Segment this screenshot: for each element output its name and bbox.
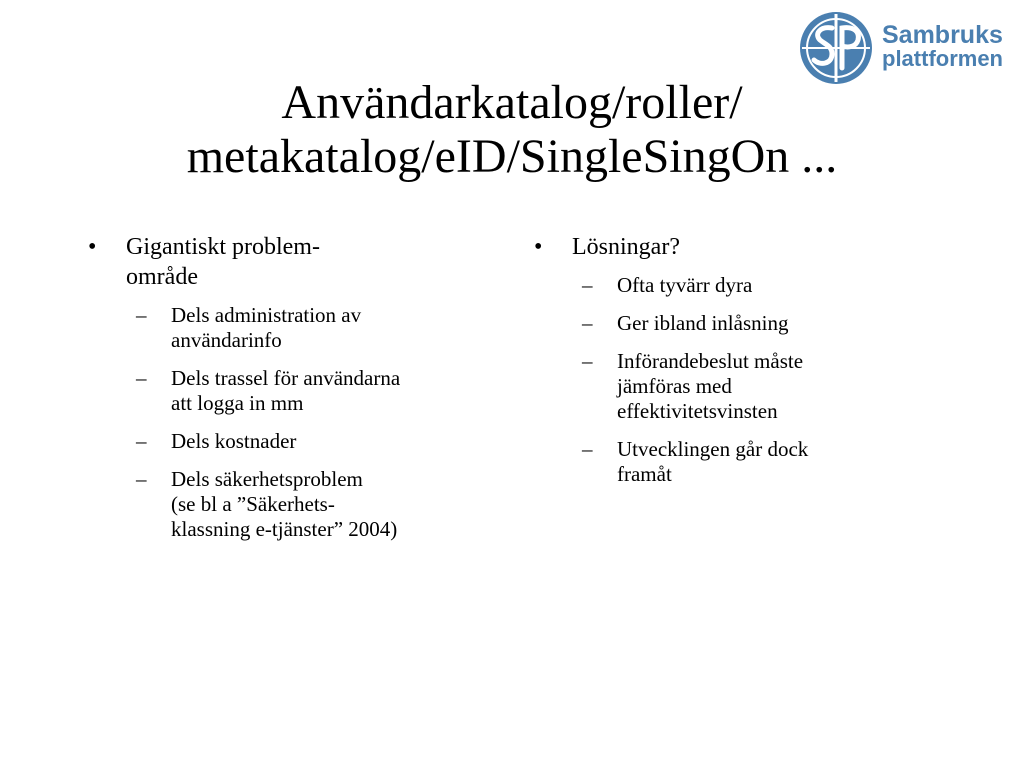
right-item-4-line1: Utvecklingen går dock [617,437,809,461]
slide-title-line1: Användarkatalog/roller/ [281,76,743,129]
left-sub-list [126,303,504,542]
left-heading-bullet [84,232,504,542]
right-item-2-line1: Ger ibland inlåsning [617,311,789,335]
right-item-3-line2: jämföras med [617,374,732,398]
right-sub-list [572,273,930,487]
right-item-1-line1: Ofta tyvärr dyra [617,273,753,297]
dash-icon: – [582,273,593,297]
left-item-4-line2: (se bl a ”Säkerhets- [171,492,335,516]
dash-icon: – [582,311,593,335]
bullet-icon: • [88,234,97,260]
left-item [126,303,504,353]
slide-title [40,76,984,184]
sp-logo-icon [798,10,874,86]
dash-icon: – [136,467,147,491]
dash-icon: – [582,437,593,461]
logo-wordmark [882,23,1003,71]
left-item-1-line1: Dels administration av [171,303,362,327]
bullet-icon: • [534,234,543,260]
logo-text-plattformen: plattformen [882,46,1003,71]
right-item [572,311,930,336]
left-item [126,429,504,454]
right-heading: Lösningar? [572,234,680,260]
left-item-4-line1: Dels säkerhetsproblem [171,467,363,491]
dash-icon: – [136,366,147,390]
right-item-4-line2: framåt [617,462,672,486]
left-item-2-line2: att logga in mm [171,391,304,415]
right-heading-bullet [530,232,930,487]
left-item [126,467,504,542]
left-item-2-line1: Dels trassel för användarna [171,366,401,390]
left-item-4-line3: klassning e-tjänster” 2004) [171,517,398,541]
right-item [572,349,930,424]
right-item [572,273,930,298]
sambruksplattformen-logo [798,10,1008,86]
slide-title-line2: metakatalog/eID/SingleSingOn ... [186,130,838,183]
left-column [84,232,504,555]
left-item-1-line2: användarinfo [171,328,282,352]
left-item-3-line1: Dels kostnader [171,429,297,453]
dash-icon: – [136,303,147,327]
dash-icon: – [582,349,593,373]
right-column [530,232,930,500]
left-heading-line2: område [126,264,198,290]
right-item-3-line3: effektivitetsvinsten [617,399,778,423]
left-heading-line1: Gigantiskt problem- [126,234,320,260]
dash-icon: – [136,429,147,453]
right-item-3-line1: Införandebeslut måste [617,349,804,373]
right-item [572,437,930,487]
logo-text-sambruks: Sambruks [882,21,1003,49]
left-item [126,366,504,416]
